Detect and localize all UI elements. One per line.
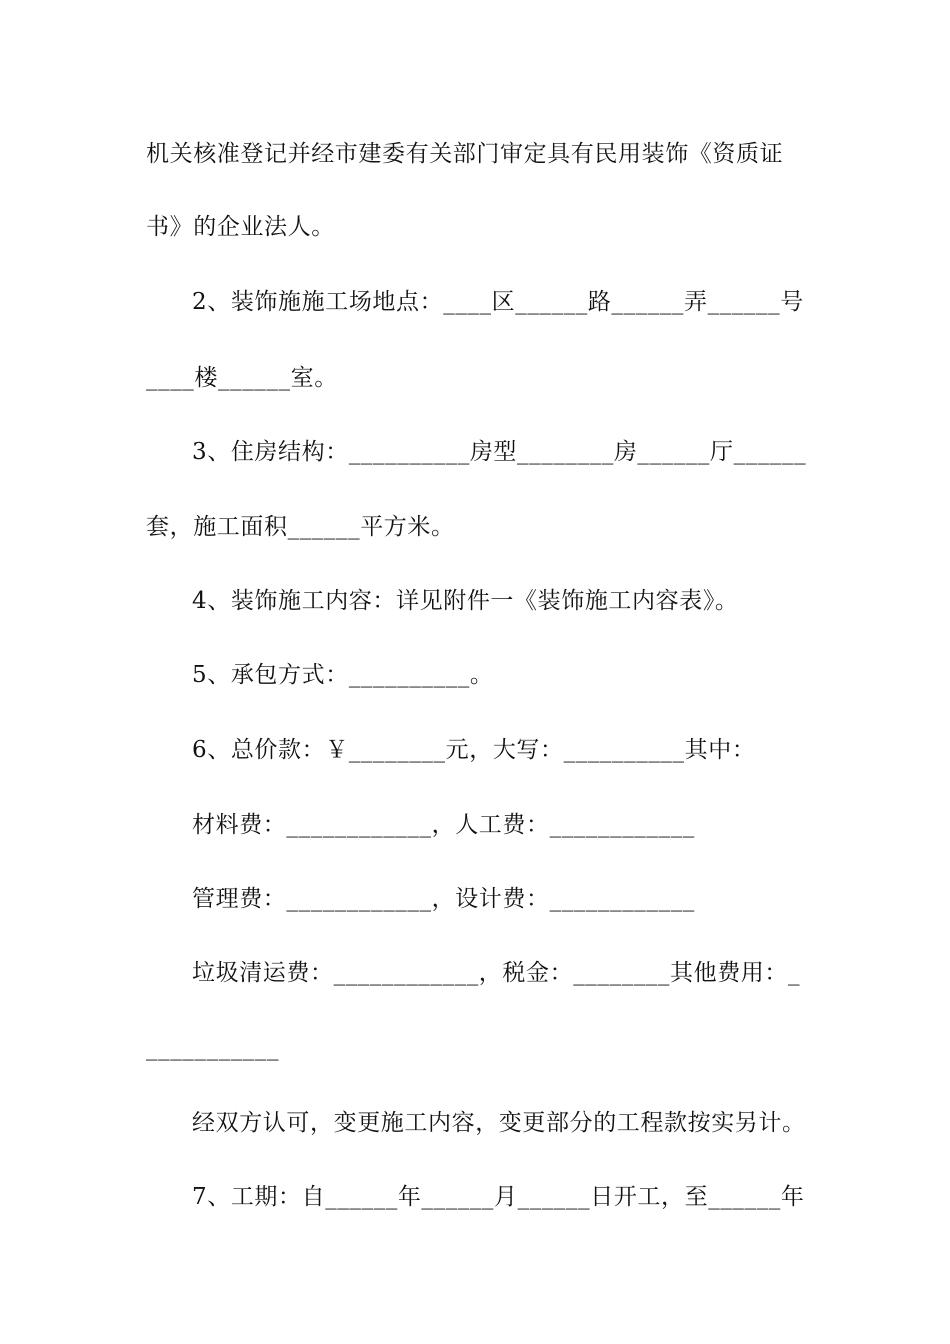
text-line-15: 7、工期：自______年______月______日开工，至______年 [192,1184,805,1210]
text-line-1: 机关核准登记并经市建委有关部门审定具有民用装饰《资质证 [146,141,784,167]
text-line-7: 4、装饰施工内容：详见附件一《装饰施工内容表》。 [192,588,739,614]
text-line-8: 5、承包方式：__________。 [192,662,494,688]
text-line-6: 套，施工面积______平方米。 [146,514,455,540]
text-line-12: 垃圾清运费：____________，税金：________其他费用：_ [192,960,801,986]
text-line-2: 书》的企业法人。 [146,214,335,240]
text-line-3: 2、装饰施施工场地点：____区______路______弄______号 [192,289,804,315]
text-line-10: 材料费：____________，人工费：____________ [192,812,695,838]
text-line-5: 3、住房结构：__________房型________房______厅______ [192,439,807,465]
text-line-13: ___________ [146,1035,280,1061]
text-line-9: 6、总价款：￥________元，大写：__________其中： [192,737,756,763]
text-line-4: ____楼______室。 [146,365,338,391]
text-line-14: 经双方认可，变更施工内容，变更部分的工程款按实另计。 [192,1110,806,1136]
text-line-11: 管理费：____________，设计费：____________ [192,886,695,912]
